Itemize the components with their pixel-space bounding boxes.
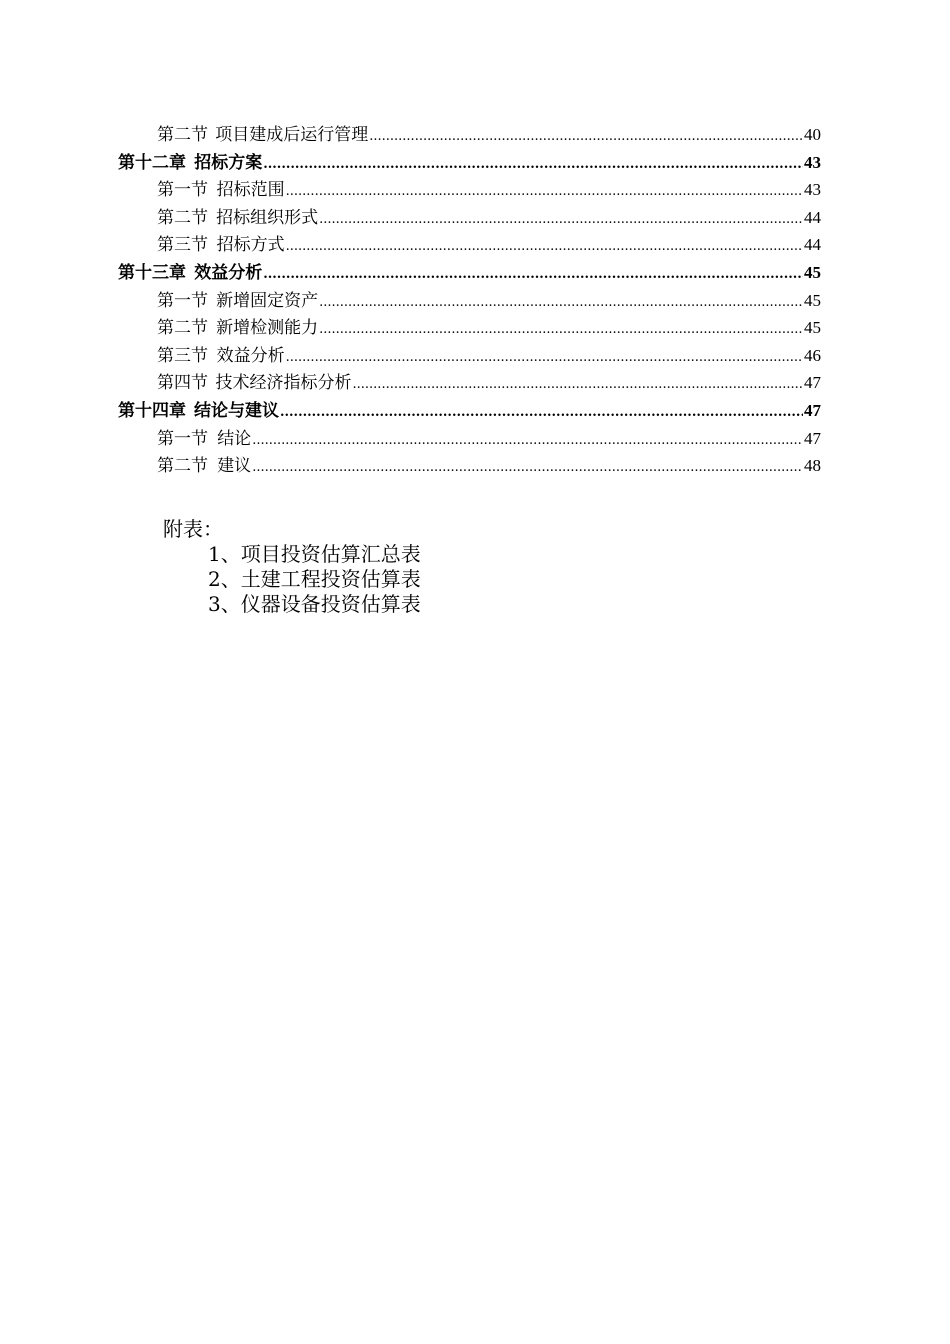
toc-entry-number: 第二节 [157, 125, 208, 145]
toc-entry-page: 47 [804, 373, 821, 393]
toc-entry-number: 第二节 [157, 318, 208, 339]
toc-entry-number: 第四节 [157, 373, 208, 394]
toc-entry[interactable] [118, 314, 821, 342]
toc-leader-dots [319, 316, 803, 344]
toc-entry-number: 第二节 [157, 207, 208, 228]
toc-leader-dots [263, 151, 803, 179]
toc-entry-page: 43 [804, 180, 821, 200]
toc-entry-number: 第一节 [157, 428, 208, 449]
toc-entry[interactable] [118, 231, 821, 259]
toc-entry[interactable] [118, 287, 821, 315]
toc-entry-page: 45 [804, 318, 821, 338]
toc-entry-title: 项目建成后运行管理 [215, 125, 369, 145]
toc-entry-page: 45 [804, 262, 821, 282]
toc-leader-dots [252, 454, 803, 482]
toc-chapter-entry[interactable] [118, 259, 821, 287]
toc-entry[interactable] [118, 425, 821, 453]
table-of-contents [118, 121, 821, 480]
toc-entry-page: 44 [804, 235, 821, 255]
toc-entry-page: 47 [804, 400, 821, 420]
toc-entry-number: 第三节 [157, 235, 208, 256]
toc-chapter-entry[interactable] [118, 397, 821, 425]
appendix-item: 1、项目投资估算汇总表 [208, 542, 421, 566]
toc-entry-page: 44 [804, 207, 821, 227]
appendix-list [163, 542, 421, 617]
toc-entry-number: 第一节 [157, 290, 208, 311]
toc-entry-number: 第一节 [157, 180, 208, 201]
toc-entry-number: 第十四章 [118, 400, 186, 421]
toc-entry-number: 第十二章 [118, 152, 186, 173]
toc-entry-page: 48 [804, 456, 821, 476]
toc-leader-dots [319, 289, 803, 317]
toc-entry-page: 46 [804, 345, 821, 365]
toc-entry-title: 结论 [217, 428, 252, 449]
toc-entry-title: 招标范围 [216, 180, 285, 201]
toc-entry-title: 新增固定资产 [216, 290, 319, 311]
toc-leader-dots [319, 206, 803, 234]
toc-entry[interactable] [118, 452, 821, 480]
toc-chapter-entry[interactable] [118, 149, 821, 177]
toc-entry-title: 招标方式 [216, 235, 285, 256]
toc-entry-title: 技术经济指标分析 [215, 373, 352, 394]
appendix-heading: 附表： [163, 517, 223, 541]
toc-entry[interactable] [118, 176, 821, 204]
toc-entry-title: 效益分析 [194, 262, 263, 283]
toc-entry-title: 新增检测能力 [216, 318, 319, 339]
toc-leader-dots [353, 371, 803, 399]
appendix-item: 3、仪器设备投资估算表 [208, 592, 421, 616]
toc-entry-page: 45 [804, 290, 821, 310]
toc-leader-dots [286, 233, 803, 261]
toc-leader-dots [286, 344, 803, 372]
toc-leader-dots [252, 427, 803, 455]
toc-entry-page: 43 [804, 152, 821, 172]
toc-entry-page: 40 [804, 125, 821, 144]
toc-entry-title: 招标方案 [194, 152, 263, 173]
toc-entry-number: 第二节 [157, 456, 208, 477]
toc-entry-number: 第十三章 [118, 262, 186, 283]
toc-leader-dots [286, 178, 803, 206]
toc-entry-title: 结论与建议 [193, 400, 279, 421]
toc-entry-title: 建议 [217, 456, 252, 477]
toc-leader-dots [263, 261, 803, 289]
toc-entry-title: 效益分析 [216, 345, 285, 366]
toc-leader-dots [280, 399, 803, 427]
appendix-section [163, 517, 421, 617]
toc-entry-title: 招标组织形式 [216, 207, 319, 228]
toc-leader-dots [369, 123, 803, 151]
toc-entry[interactable] [118, 121, 821, 149]
toc-entry-number: 第三节 [157, 345, 208, 366]
toc-entry[interactable] [118, 204, 821, 232]
toc-entry[interactable] [118, 369, 821, 397]
appendix-item: 2、土建工程投资估算表 [208, 567, 421, 591]
toc-entry-page: 47 [804, 428, 821, 448]
toc-entry[interactable] [118, 342, 821, 370]
